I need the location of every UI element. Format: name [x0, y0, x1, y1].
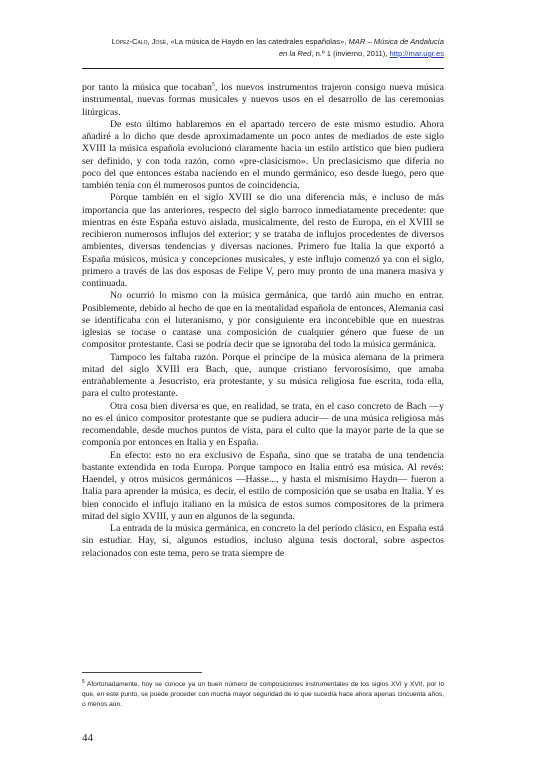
header-divider [82, 68, 444, 69]
paragraph-1 [82, 82, 444, 119]
paragraph-1-text: por tanto la música que tocaban [82, 82, 212, 93]
header-issue: , n.º 1 (invierno, 2011), [311, 49, 390, 58]
header-url-link[interactable]: http://mar.ugr.es [389, 49, 444, 58]
header-line-2 [82, 48, 444, 60]
paragraph-1-text-after: , los nuevos instrumentos trajeron consigo nueva música instrumental, nuevas formas musicales y nuevos usos en el desarrollo de las ceremonias litúrgicas. [82, 82, 444, 118]
footnote [82, 680, 444, 710]
paragraph-6: Otra cosa bien diversa es que, en realidad, se trata, en el caso concreto de Bach —y no es el único compositor protestante que se pudiera aducir— de una música religiosa más recomendable, desde muchos puntos de vista, para el culto que la mayor parte de la que se componía por entonces en Italia y en España. [82, 400, 444, 449]
header-line-1 [82, 36, 444, 48]
header-journal-line2: en la Red [278, 49, 312, 58]
footnote-text: Afortunadamente, hoy se conoce ya un buen número de composiciones instrumentales de los siglos XVI y XVII, por lo que, en este punto, se puede proceder con mucha mayor seguridad de lo que sucedía hace ahora apenas cincuenta años, o menos aún. [82, 681, 444, 708]
paragraph-7: En efecto: esto no era exclusivo de España, sino que se trataba de una tendencia bastante extendida en toda Europa. Porque tampoco en Italia entró esa música. Al revés: Haendel, y otros músicos germánicos —Hasse..., y hasta el mismísimo Haydn— fueron a Italia para aprender la música, es decir, el estilo de composición que se usaba en Italia. Y es bien conocido el influjo italiano en la música de estos sumos compositores de la primera mitad del siglo XVIII, y aun en algunos de la segunda. [82, 449, 444, 522]
header-journal: MAR – Música de Andalucía [348, 37, 444, 46]
paragraph-8: La entrada de la música germánica, en concreto la del período clásico, en España está sin estudiar. Hay, sí, algunos estudios, incluso alguna tesis doctoral, sobre aspectos relacionados con este tema, pero se trata siempre de [82, 523, 444, 559]
footnote-reference[interactable]: 5 [211, 81, 215, 88]
footnote-divider [82, 672, 202, 673]
running-header [82, 36, 444, 60]
paragraph-3: Porque también en el siglo XVIII se dio una diferencia más, e incluso de más importancia que las anteriores, respecto del siglo barroco inmediatamente precedente: que mientras en éste España estuvo aislada, musicalmente, del resto de Europa, en el XVIII se recibieron numerosos influjos del exterior; y se trataba de influjos procedentes de diversos ambientes, diversas tendencias y diversas naciones. Primero fue Italia la que exportó a España músicos, música y concepciones musicales, y este influjo comenzó ya con el siglo, primero a través de las dos esposas de Felipe V, pero muy pronto de una manera masiva y continuada. [82, 192, 444, 289]
header-title: , «La música de Haydn en las catedrales españolas», [166, 37, 349, 46]
footnote-mark: 5 [82, 678, 85, 685]
header-author: López-Calo, José [111, 37, 167, 46]
paragraph-2: De esto último hablaremos en el apartado tercero de este mismo estudio. Ahora añadiré a lo dicho que desde aproximadamente un poco antes de mediados de este siglo XVIII la música española evolucionó claramente hacia un estilo artístico que bien pudiera ser definido, y con toda razón, como «pre-clasicismo». Un preclasicismo que difería no poco del que entonces estaba naciendo en el mundo germánico, eso desde luego, pero que también tenía con él numerosos puntos de coincidencia. [82, 118, 444, 191]
page-number: 44 [82, 732, 93, 744]
paragraph-5: Tampoco les faltaba razón. Porque el príncipe de la música alemana de la primera mitad del siglo XVIII era Bach, que, aunque cristiano fervorosísimo, que amaba entrañablemente a Jesucristo, era protestante, y su música religiosa fue escrita, toda ella, para el culto protestante. [82, 351, 444, 400]
body-text [82, 82, 444, 560]
paragraph-4: No ocurrió lo mismo con la música germánica, que tardó aún mucho en entrar. Posiblemente, debido al hecho de que en la mentalidad española de entonces, Alemania casi se identificaba con el luteranismo, y por consiguiente era inconcebible que en nuestras iglesias se tocase o cantase una composición de cualquier género que fuese de un compositor protestante. Casi se podría decir que se ignoraba del todo la música germánica. [82, 290, 444, 351]
